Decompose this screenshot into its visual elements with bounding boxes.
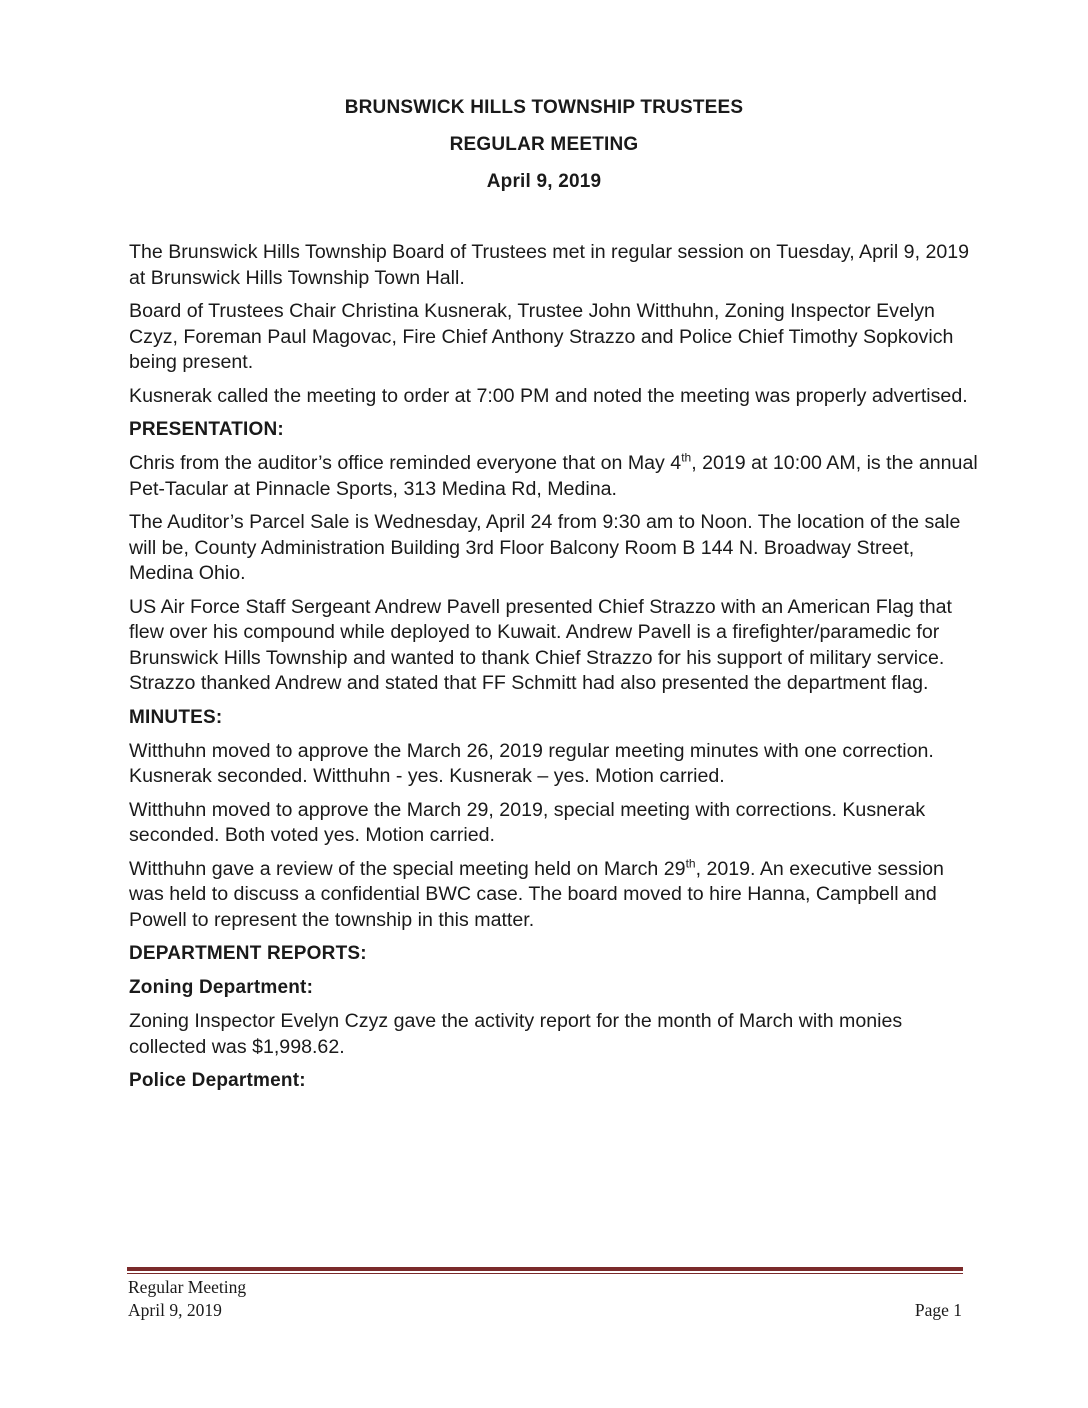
footer-meeting-label: Regular Meeting bbox=[128, 1277, 247, 1297]
presentation-paragraph-1 bbox=[129, 451, 979, 502]
minutes-paragraph-2: Witthuhn moved to approve the March 29, 2019, special meeting with corrections. Kusnerak seconded. Both voted yes. Motion carried. bbox=[129, 798, 926, 846]
page-footer bbox=[128, 1276, 962, 1322]
footer-rule-thin-line bbox=[127, 1273, 963, 1274]
presentation-paragraph-2: The Auditor’s Parcel Sale is Wednesday, April 24 from 9:30 am to Noon. The location of the sale will be, County Administration Building 3rd Floor Balcony Room B 144 N. Broadway Street, Medina Ohio. bbox=[129, 511, 961, 584]
title-date: April 9, 2019 bbox=[486, 171, 602, 192]
presentation-paragraph-3: US Air Force Staff Sergeant Andrew Pavell presented Chief Strazzo with an American Flag that flew over his compound while deployed to Kuwait. Andrew Pavell is a firefighter/paramedic for Brunswick Hills Township and wanted to thank Chief Strazzo for his support of military service. Strazzo thanked Andrew and stated that FF Schmitt had also presented the department flag. bbox=[129, 595, 952, 694]
minutes-heading: MINUTES: bbox=[129, 706, 223, 728]
minutes-paragraph-3 bbox=[129, 857, 979, 934]
minutes-p3-superscript: th bbox=[685, 855, 696, 870]
intro-paragraph-2: Board of Trustees Chair Christina Kusnerak, Trustee John Witthuhn, Zoning Inspector Evelyn Czyz, Foreman Paul Magovac, Fire Chief Anthony Strazzo and Police Chief Timothy Sopkovich being present. bbox=[129, 300, 954, 373]
intro-paragraph-3: Kusnerak called the meeting to order at 7:00 PM and noted the meeting was properly advertised. bbox=[129, 384, 968, 407]
zoning-department-heading: Zoning Department: bbox=[129, 977, 314, 998]
zoning-paragraph: Zoning Inspector Evelyn Czyz gave the activity report for the month of March with monies collected was $1,998.62. bbox=[129, 1010, 903, 1058]
footer-rule-thick-line bbox=[127, 1267, 963, 1271]
footer-date: April 9, 2019 bbox=[128, 1300, 222, 1320]
title-block bbox=[0, 96, 1088, 207]
document-body bbox=[129, 240, 979, 1102]
footer-page-number: Page 1 bbox=[914, 1300, 962, 1320]
department-reports-heading: DEPARTMENT REPORTS: bbox=[129, 943, 367, 964]
police-department-heading: Police Department: bbox=[129, 1070, 306, 1091]
minutes-p3-text-b: , 2019. An executive session was held to discuss a confidential BWC case. The board moved to hire Hanna, Campbell and Powell to represent the township in this matter. bbox=[129, 857, 944, 931]
minutes-paragraph-1: Witthuhn moved to approve the March 26, 2019 regular meeting minutes with one correction. Kusnerak seconded. Witthuhn - yes. Kusnerak – yes. Motion carried. bbox=[129, 739, 934, 787]
intro-paragraph-1: The Brunswick Hills Township Board of Trustees met in regular session on Tuesday, April 9, 2019 at Brunswick Hills Township Town Hall. bbox=[129, 241, 970, 289]
presentation-p1-text-b: , 2019 at 10:00 AM, is the annual Pet-Tacular at Pinnacle Sports, 313 Medina Rd, Medina. bbox=[129, 452, 978, 500]
title-meeting-type: REGULAR MEETING bbox=[449, 134, 639, 155]
minutes-p3-text-a: Witthuhn gave a review of the special meeting held on March 29 bbox=[129, 857, 686, 880]
title-organization: BRUNSWICK HILLS TOWNSHIP TRUSTEES bbox=[344, 97, 744, 118]
presentation-heading: PRESENTATION: bbox=[129, 419, 284, 440]
presentation-p1-superscript: th bbox=[681, 450, 692, 465]
presentation-p1-text-a: Chris from the auditor’s office reminded everyone that on May 4 bbox=[129, 452, 682, 474]
footer-rule bbox=[127, 1267, 963, 1275]
